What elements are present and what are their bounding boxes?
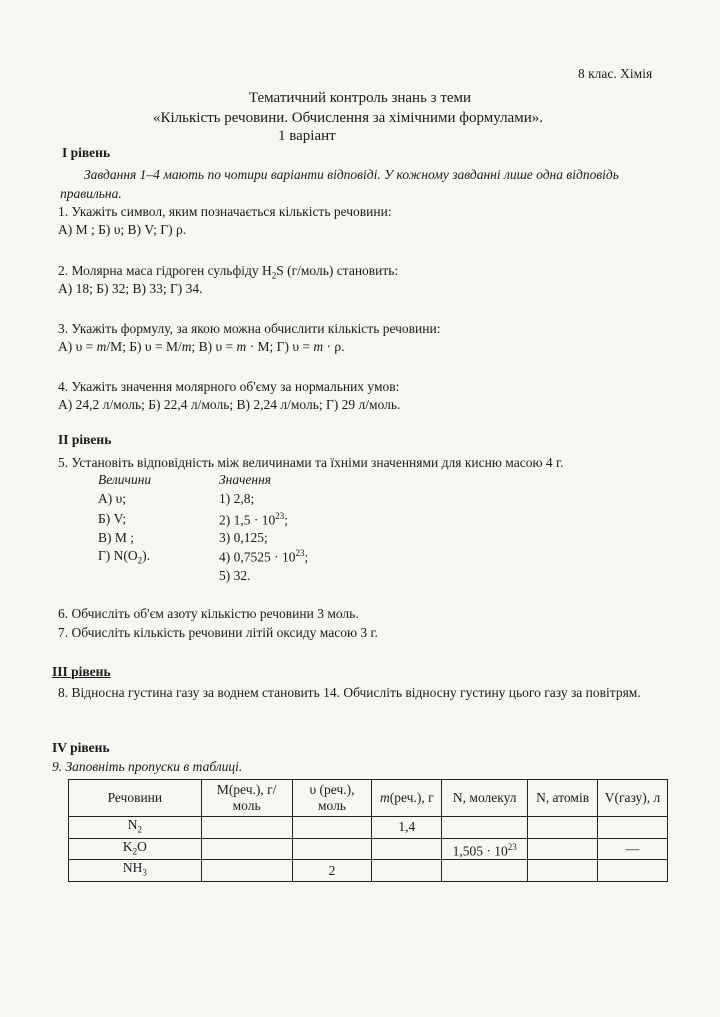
header-molecules: N, молекул [442, 780, 528, 817]
table-cell [598, 817, 668, 839]
question-2 [58, 263, 398, 281]
question-2-options: А) 18; Б) 32; В) 33; Г) 34. [58, 281, 203, 296]
value-5: 5) 32. [219, 568, 251, 583]
table-cell [528, 860, 598, 882]
col-values-heading: Значення [219, 472, 272, 487]
level-2-heading: ІІ рівень [58, 432, 112, 447]
table-cell: 1,4 [372, 817, 442, 839]
question-2-text-before: 2. Молярна маса гідроген сульфіду H [58, 263, 272, 278]
question-8: 8. Відносна густина газу за воднем становить 14. Обчисліть відносну густину цього газу за повітрям. [58, 685, 641, 700]
title-line-2: «Кількість речовини. Обчислення за хімічними формулами». [153, 110, 543, 126]
quantity-b: Б) V; [98, 511, 127, 526]
question-6: 6. Обчисліть об'єм азоту кількістю речовини 3 моль. [58, 606, 359, 621]
table-cell [201, 838, 292, 860]
table-header-row [69, 780, 668, 817]
question-5: 5. Установіть відповідність між величинами та їхніми значеннями для кисню масою 4 г. [58, 455, 564, 470]
substance-cell: $N_2$ [69, 817, 202, 839]
title-line-1: Тематичний контроль знань з теми [248, 90, 472, 106]
value-3: 3) 0,125; [219, 530, 268, 545]
question-9: 9. Заповніть пропуски в таблиці. [52, 759, 243, 774]
header-molar-mass: М(реч.), г/моль [201, 780, 292, 817]
table-cell [292, 817, 372, 839]
table-cell: 2 [292, 860, 372, 882]
mass-header-text: (реч.), г [389, 790, 434, 805]
table-cell [201, 860, 292, 882]
value-4: 4) $0,7525 \cdot 10^{23}$; [219, 548, 309, 565]
table-cell [528, 838, 598, 860]
variant-label: 1 варіант [278, 128, 336, 144]
question-1: 1. Укажіть символ, яким позначається кількість речовини: [58, 204, 392, 219]
table-cell [598, 860, 668, 882]
question-2-text-after: S (г/моль) становить: [276, 263, 399, 278]
level-4-heading: IV рівень [52, 740, 110, 755]
table-cell [372, 860, 442, 882]
level-1-instruction: Завдання 1–4 мають по чотири варіанти відповіді. У кожному завданні лише одна відповідь правильна. [60, 167, 619, 201]
header-gas-volume: V(газу), л [598, 780, 668, 817]
question-7: 7. Обчисліть кількість речовини літій оксиду масою 3 г. [58, 625, 378, 640]
level-3-heading: ІІІ рівень [52, 664, 111, 679]
header-amount: υ (реч.), моль [292, 780, 372, 817]
quantity-d: Г) $N(O_2)$. [98, 548, 151, 566]
header-substances: Речовини [69, 780, 202, 817]
col-quantities-heading: Величини [98, 472, 152, 487]
table-row [69, 817, 668, 839]
table-cell: — [598, 838, 668, 860]
header-atoms: N, атомів [528, 780, 598, 817]
table-cell [292, 838, 372, 860]
question-3: 3. Укажіть формулу, за якою можна обчислити кількість речовини: [58, 321, 441, 336]
substance-cell: $K_2O$ [69, 838, 202, 860]
table-cell [372, 838, 442, 860]
question-4: 4. Укажіть значення молярного об'єму за нормальних умов: [58, 379, 400, 394]
question-1-options: А) M ; Б) υ; В) V; Г) ρ. [58, 222, 187, 237]
table-cell: $1,505 \cdot 10^{23}$ [442, 838, 528, 860]
quantity-a: А) υ; [98, 491, 127, 506]
question-3-options: А) υ = m/M; Б) υ = M/m; В) υ = m · M; Г) υ = m · ρ. [58, 339, 345, 354]
subscript: 2 [271, 270, 277, 281]
substance-cell: $NH_3$ [69, 860, 202, 882]
table-cell [442, 860, 528, 882]
value-1: 1) 2,8; [219, 491, 255, 506]
table-row [69, 860, 668, 882]
header-mass [372, 780, 442, 817]
grade-subject: 8 клас. Хімія [578, 66, 653, 81]
table-cell [528, 817, 598, 839]
mass-symbol: m [380, 790, 390, 805]
table-row [69, 838, 668, 860]
value-2: 2) $1,5 \cdot 10^{23}$; [219, 511, 289, 528]
fill-in-table [68, 779, 668, 882]
question-4-options: А) 24,2 л/моль; Б) 22,4 л/моль; В) 2,24 л/моль; Г) 29 л/моль. [58, 397, 401, 412]
table-cell [442, 817, 528, 839]
table-cell [201, 817, 292, 839]
quantity-c: В) M ; [98, 530, 135, 545]
level-1-heading: І рівень [62, 145, 111, 160]
